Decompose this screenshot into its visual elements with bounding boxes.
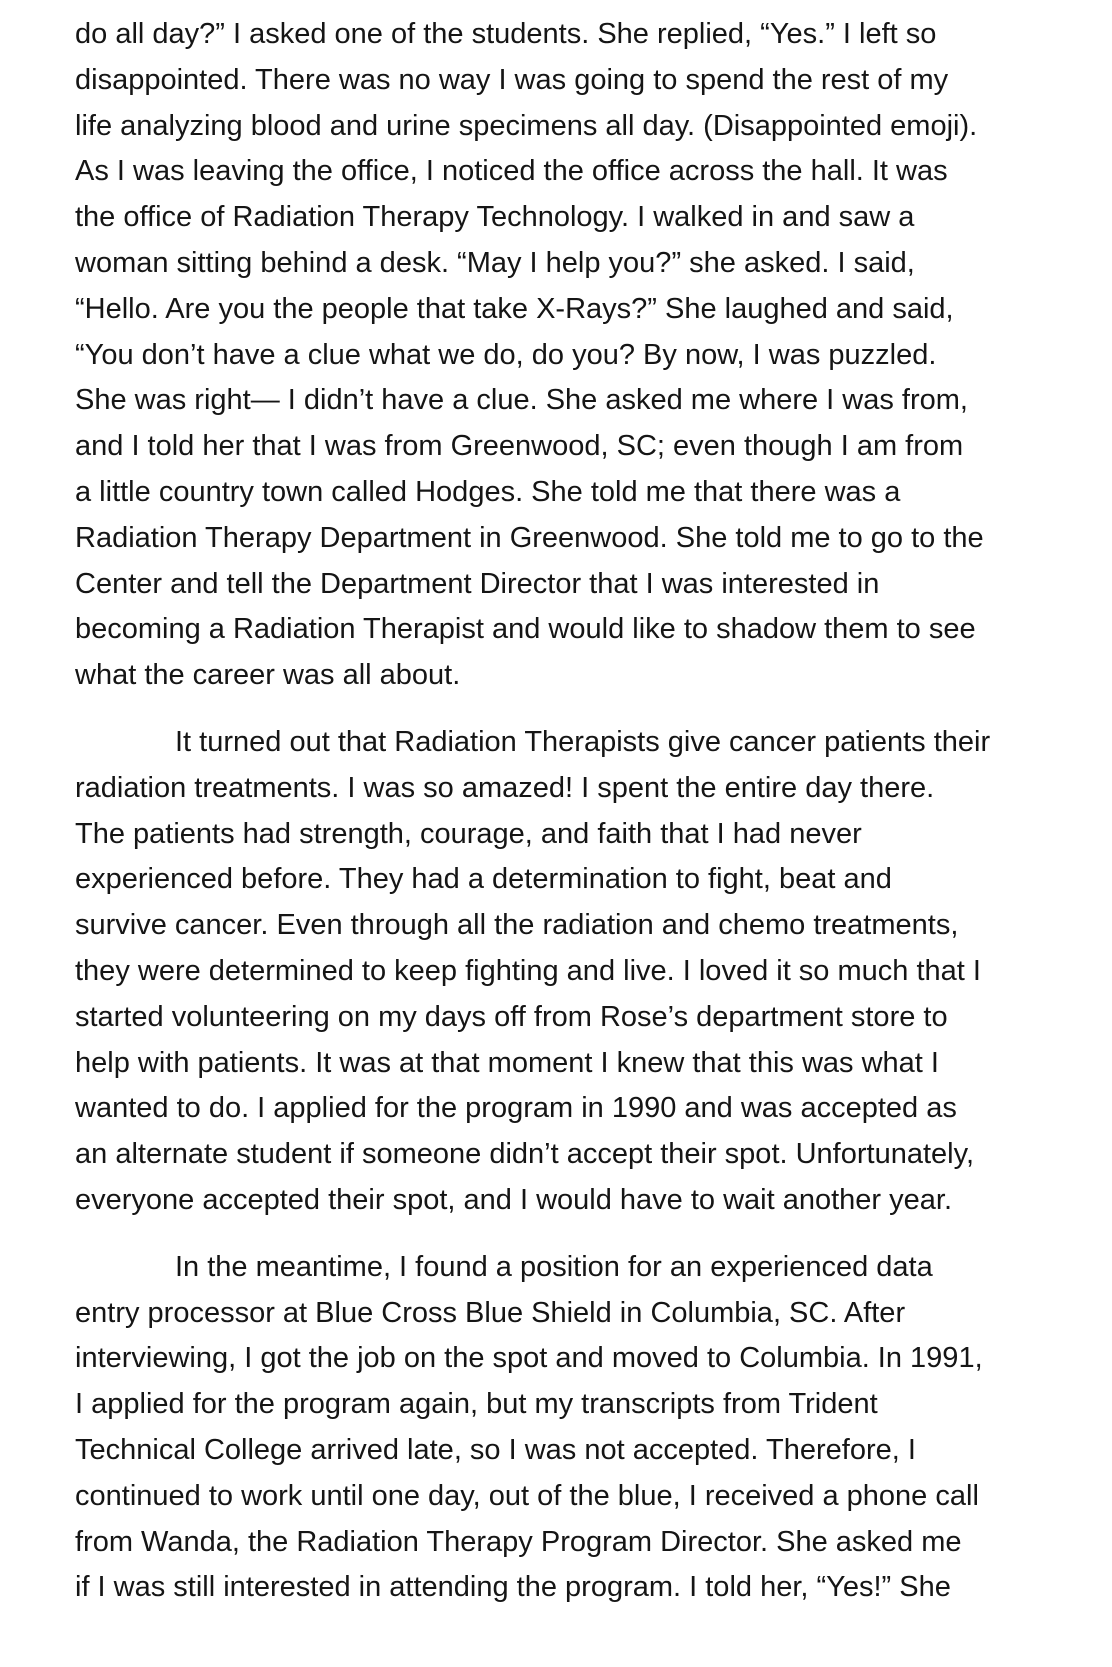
text-line: help with patients. It was at that moment I knew that this was what I xyxy=(75,1046,939,1079)
text-line: wanted to do. I applied for the program in 1990 and was accepted as xyxy=(75,1092,957,1125)
text-line: Radiation Therapy Department in Greenwood. She told me to go to the xyxy=(75,521,984,554)
text-line: a little country town called Hodges. She told me that there was a xyxy=(75,475,901,508)
text-line: Center and tell the Department Director that I was interested in xyxy=(75,567,880,600)
text-line: started volunteering on my days off from Rose’s department store to xyxy=(75,1000,948,1033)
text-line: She was right— I didn’t have a clue. She asked me where I was from, xyxy=(75,384,968,417)
text-line: entry processor at Blue Cross Blue Shield in Columbia, SC. After xyxy=(75,1296,906,1329)
text-line: radiation treatments. I was so amazed! I spent the entire day there. xyxy=(75,771,935,804)
text-line: Technical College arrived late, so I was not accepted. Therefore, I xyxy=(75,1433,916,1466)
paragraph xyxy=(75,1245,1040,1611)
text-line: survive cancer. Even through all the radiation and chemo treatments, xyxy=(75,909,959,942)
text-line: do all day?” I asked one of the students. She replied, “Yes.” I left so xyxy=(75,18,937,50)
text-line: becoming a Radiation Therapist and would like to shadow them to see xyxy=(75,613,976,646)
text-line: The patients had strength, courage, and faith that I had never xyxy=(75,817,862,850)
text-line: an alternate student if someone didn’t accept their spot. Unfortunately, xyxy=(75,1138,974,1171)
text-line: “Hello. Are you the people that take X-Rays?” She laughed and said, xyxy=(75,292,954,325)
text-line: experienced before. They had a determination to fight, beat and xyxy=(75,863,892,896)
text-line: I applied for the program again, but my transcripts from Trident xyxy=(75,1388,878,1421)
text-line: woman sitting behind a desk. “May I help you?” she asked. I said, xyxy=(75,246,915,279)
text-line: life analyzing blood and urine specimens all day. (Disappointed emoji). xyxy=(75,109,978,142)
text-line: interviewing, I got the job on the spot and moved to Columbia. In 1991, xyxy=(75,1342,983,1375)
text-line: “You don’t have a clue what we do, do you? By now, I was puzzled. xyxy=(75,338,937,371)
text-line: It turned out that Radiation Therapists give cancer patients their xyxy=(175,725,991,758)
text-line: In the meantime, I found a position for an experienced data xyxy=(175,1250,933,1283)
text-line: the office of Radiation Therapy Technology. I walked in and saw a xyxy=(75,201,915,234)
document-body xyxy=(75,12,1040,1611)
paragraph xyxy=(75,12,1040,699)
text-line: continued to work until one day, out of the blue, I received a phone call xyxy=(75,1479,979,1512)
text-line: they were determined to keep fighting and live. I loved it so much that I xyxy=(75,954,981,987)
text-line: from Wanda, the Radiation Therapy Program Director. She asked me xyxy=(75,1525,962,1558)
text-line: disappointed. There was no way I was going to spend the rest of my xyxy=(75,63,949,96)
text-line: if I was still interested in attending the program. I told her, “Yes!” She xyxy=(75,1571,951,1604)
text-line: and I told her that I was from Greenwood, SC; even though I am from xyxy=(75,430,964,463)
text-line: As I was leaving the office, I noticed the office across the hall. It was xyxy=(75,155,948,188)
text-line: what the career was all about. xyxy=(75,659,461,692)
text-line: everyone accepted their spot, and I would have to wait another year. xyxy=(75,1183,952,1216)
paragraph xyxy=(75,720,1040,1224)
